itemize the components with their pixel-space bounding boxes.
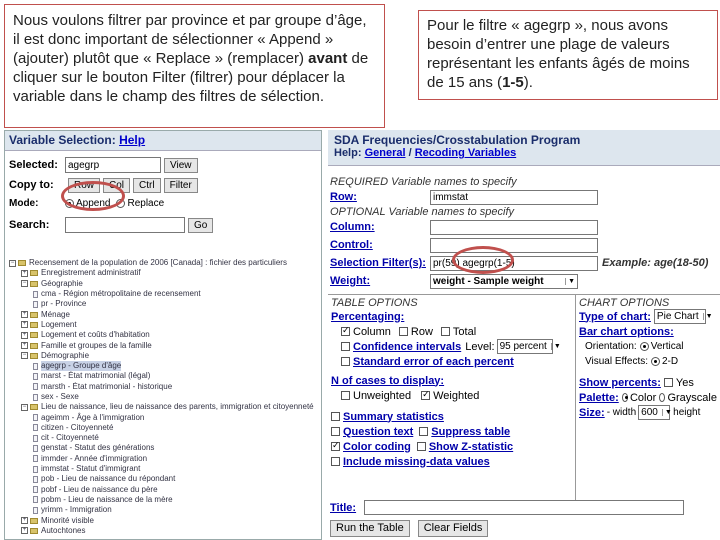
mode-row — [5, 195, 321, 211]
expand-icon[interactable]: + — [22, 321, 27, 328]
height-label: height — [673, 407, 701, 418]
tree-item[interactable] — [5, 309, 321, 319]
selected-input[interactable] — [65, 157, 161, 173]
pct-column-label: Column — [353, 325, 391, 338]
variable-selection-title: Variable Selection: — [9, 133, 116, 147]
vertical-label: Vertical — [650, 341, 684, 352]
tree-item-label: pobm - Lieu de naissance de la mère — [41, 494, 173, 504]
collapse-icon[interactable]: − — [22, 280, 27, 287]
sda-title: SDA Frequencies/Crosstabulation Program — [334, 133, 581, 147]
filter-example: Example: age(18-50) — [602, 257, 709, 269]
std-error-checkbox[interactable] — [341, 357, 350, 366]
include-missing-checkbox[interactable] — [331, 457, 340, 466]
clear-fields-button[interactable]: Clear Fields — [418, 520, 489, 537]
copy-ctrl-button[interactable]: Ctrl — [133, 178, 161, 193]
tree-item[interactable] — [5, 279, 321, 289]
tree-item[interactable] — [5, 320, 321, 330]
tree-item-label: Famille et groupes de la famille — [41, 340, 152, 350]
visual-2d-label: 2-D — [662, 356, 679, 367]
append-label: Append — [76, 197, 111, 209]
palette-gray-radio[interactable] — [659, 393, 665, 402]
required-header: REQUIRED Variable names to specify — [330, 176, 517, 188]
show-percents-link[interactable]: Show percents: — [579, 376, 661, 389]
tree-item[interactable] — [5, 402, 321, 412]
tree-item[interactable] — [5, 268, 321, 278]
percentaging-link[interactable]: Percentaging: — [331, 310, 405, 323]
filter-field-row — [328, 254, 720, 272]
column-label[interactable]: Column: — [330, 221, 375, 233]
question-text-checkbox[interactable] — [331, 427, 340, 436]
search-input[interactable] — [65, 217, 185, 233]
tree-item[interactable] — [5, 526, 321, 536]
tree-item-label: cma - Région métropolitaine de recensement — [41, 289, 201, 299]
show-z-checkbox[interactable] — [417, 442, 426, 451]
vertical-radio[interactable] — [640, 342, 649, 351]
variable-icon — [33, 507, 38, 514]
tree-item[interactable] — [5, 412, 321, 422]
selected-label: Selected: — [9, 159, 58, 171]
selection-filter-label[interactable]: Selection Filter(s): — [330, 257, 426, 269]
tree-item[interactable] — [5, 515, 321, 525]
tree-item[interactable] — [5, 382, 321, 392]
copy-col-button[interactable]: Col — [103, 178, 130, 193]
variable-icon — [33, 383, 38, 390]
show-z-link[interactable]: Show Z-statistic — [428, 440, 514, 453]
folder-icon — [30, 404, 38, 410]
copy-filter-button[interactable]: Filter — [164, 178, 198, 193]
callout-left-bold: avant — [308, 50, 348, 67]
tree-item-label: agegrp - Groupe d'âge — [41, 361, 122, 371]
tree-item-label: Ménage — [41, 309, 70, 319]
tree-item-label: immder - Année d'immigration — [41, 453, 148, 463]
visual-2d-radio[interactable] — [651, 357, 660, 366]
control-label[interactable]: Control: — [330, 239, 373, 251]
pct-total-checkbox[interactable] — [441, 327, 450, 336]
variable-icon — [33, 496, 38, 503]
weighted-label: Weighted — [433, 389, 480, 402]
tree-item[interactable] — [5, 454, 321, 464]
expand-icon[interactable]: + — [22, 269, 27, 276]
expand-icon[interactable]: + — [22, 311, 27, 318]
tree-item[interactable] — [5, 464, 321, 474]
pct-column-checkbox[interactable] — [341, 327, 350, 336]
tree-item[interactable] — [5, 505, 321, 515]
variable-selection-help-link[interactable]: Help — [119, 133, 146, 147]
expand-icon[interactable]: + — [22, 527, 27, 534]
help-recoding-link[interactable]: Recoding Variables — [414, 147, 517, 159]
chevron-down-icon: ▼ — [551, 343, 561, 350]
collapse-icon[interactable]: − — [10, 259, 15, 266]
run-table-button[interactable]: Run the Table — [330, 520, 410, 537]
selected-row — [5, 155, 321, 175]
tree-item-label: Lieu de naissance, lieu de naissance des parents, immigration et citoyenneté — [41, 402, 314, 412]
chart-options-header: CHART OPTIONS — [579, 297, 670, 309]
sda-header — [328, 130, 720, 166]
tree-item[interactable] — [5, 330, 321, 340]
chart-options — [576, 295, 720, 500]
action-buttons — [330, 520, 488, 537]
chevron-down-icon: ▼ — [703, 313, 713, 320]
table-options-header: TABLE OPTIONS — [331, 297, 418, 309]
tree-item-label: ageimm - Âge à l'immigration — [41, 412, 145, 422]
tree-item-label: Démographie — [41, 350, 90, 360]
row-field-row — [328, 188, 720, 206]
tree-item[interactable] — [5, 474, 321, 484]
help-separator: / — [405, 147, 415, 159]
show-percents-yes: Yes — [675, 376, 694, 389]
chevron-down-icon: ▼ — [662, 409, 672, 416]
variable-icon — [33, 476, 38, 483]
view-button[interactable]: View — [164, 158, 198, 173]
sda-program-pane — [328, 130, 720, 540]
tree-item[interactable] — [5, 495, 321, 505]
palette-color-label: Color — [629, 391, 657, 404]
level-select[interactable] — [497, 339, 561, 354]
tree-item[interactable] — [5, 299, 321, 309]
folder-icon — [30, 332, 38, 338]
weight-select[interactable] — [430, 274, 578, 289]
folder-icon — [30, 518, 38, 524]
chart-type-select[interactable] — [654, 309, 713, 324]
tree-item-label: Logement et coûts d'habitation — [41, 330, 150, 340]
unweighted-label: Unweighted — [353, 389, 412, 402]
filter-highlight-ellipse — [452, 246, 514, 274]
row-input[interactable] — [430, 190, 598, 205]
collapse-icon[interactable]: − — [22, 403, 27, 410]
tree-item-label: Recensement de la population de 2006 [Canada] : fichier des particuliers — [29, 258, 287, 268]
tree-item-label: Enregistrement administratif — [41, 268, 141, 278]
tree-item-label: Autochtones — [41, 525, 86, 535]
callout-right-text-2: ). — [523, 74, 533, 91]
folder-icon — [30, 312, 38, 318]
include-missing-link[interactable]: Include missing-data values — [343, 455, 490, 468]
folder-icon — [30, 343, 38, 349]
tree-item-label: pob - Lieu de naissance du répondant — [41, 474, 176, 484]
tree-item-label: Minorité visible — [41, 515, 94, 525]
variable-icon — [33, 363, 38, 370]
variable-icon — [33, 435, 38, 442]
variable-tree — [5, 258, 321, 536]
tree-item-label: yrimm - Immigration — [41, 505, 112, 515]
tree-item[interactable] — [5, 371, 321, 381]
title-input[interactable] — [364, 500, 684, 515]
options-area — [328, 294, 720, 500]
confidence-link[interactable]: Confidence intervals — [353, 340, 462, 353]
variable-icon — [33, 414, 38, 421]
control-field-row — [328, 236, 720, 254]
show-percents-checkbox[interactable] — [664, 378, 673, 387]
tree-item-label: marsth - État matrimonial - historique — [41, 381, 173, 391]
variable-selection-pane — [4, 130, 322, 540]
size-link[interactable]: Size: — [579, 406, 605, 419]
callout-left-text-1: Nous voulons filtrer par province et par groupe d’âge, il est donc important de sélectionner « Append » (ajouter) plutôt que « Replace » (remplacer) — [13, 12, 367, 67]
summary-stats-link[interactable]: Summary statistics — [343, 410, 444, 423]
tree-item-label: genstat - Statut des générations — [41, 443, 155, 453]
tree-item-label: citizen - Citoyenneté — [41, 422, 114, 432]
replace-label: Replace — [127, 197, 165, 209]
palette-color-radio[interactable] — [622, 393, 628, 402]
variable-icon — [33, 394, 38, 401]
question-text-link[interactable]: Question text — [343, 425, 414, 438]
width-value: 600 — [641, 407, 658, 418]
color-coding-link[interactable]: Color coding — [343, 440, 411, 453]
expand-icon[interactable]: + — [22, 517, 27, 524]
append-highlight-ellipse — [61, 181, 125, 211]
copy-row-button[interactable]: Row — [68, 178, 100, 193]
visual-effects-label: Visual Effects: — [585, 356, 648, 367]
suppress-table-link[interactable]: Suppress table — [431, 425, 511, 438]
bar-options-link[interactable]: Bar chart options: — [579, 325, 674, 338]
summary-stats-checkbox[interactable] — [331, 412, 340, 421]
search-row — [5, 215, 321, 235]
color-coding-checkbox[interactable] — [331, 442, 340, 451]
help-general-link[interactable]: General — [364, 147, 406, 159]
tree-item-label: pobf - Lieu de naissance du père — [41, 484, 158, 494]
copy-to-label: Copy to: — [9, 179, 54, 191]
type-chart-link[interactable]: Type of chart: — [579, 310, 651, 323]
variable-icon — [33, 466, 38, 473]
tree-item[interactable] — [5, 392, 321, 402]
variable-icon — [33, 455, 38, 462]
chevron-down-icon: ▼ — [565, 278, 575, 285]
tree-item[interactable] — [5, 351, 321, 361]
tree-item-label: immstat - Statut d'immigrant — [41, 464, 141, 474]
level-label: Level: — [465, 340, 495, 353]
std-error-link[interactable]: Standard error of each percent — [353, 355, 514, 368]
level-select-value: 95 percent — [499, 341, 547, 352]
tree-item-label: cit - Citoyenneté — [41, 433, 99, 443]
orientation-label: Orientation: — [585, 341, 637, 352]
callout-right-bold: 1-5 — [502, 74, 524, 91]
tree-item[interactable] — [5, 340, 321, 350]
pct-row-checkbox[interactable] — [399, 327, 408, 336]
folder-icon — [30, 528, 38, 534]
palette-gray-label: Grayscale — [667, 391, 717, 404]
palette-link[interactable]: Palette: — [579, 391, 619, 404]
table-options — [328, 295, 576, 500]
variable-icon — [33, 486, 38, 493]
folder-icon — [18, 260, 26, 266]
title-row — [330, 500, 684, 515]
expand-icon[interactable]: + — [22, 342, 27, 349]
variable-icon — [33, 424, 38, 431]
weight-select-value: weight - Sample weight — [433, 275, 544, 287]
sda-help-label: Help: — [334, 147, 362, 159]
weighted-checkbox[interactable] — [421, 391, 430, 400]
row-label[interactable]: Row: — [330, 191, 357, 203]
variable-selection-header — [5, 131, 321, 151]
instruction-callout-left — [4, 4, 385, 128]
tree-item[interactable] — [5, 443, 321, 453]
tree-item[interactable] — [5, 433, 321, 443]
pct-row-label: Row — [410, 325, 433, 338]
tree-item-label: marst - État matrimonial (légal) — [41, 371, 151, 381]
suppress-table-checkbox[interactable] — [419, 427, 428, 436]
variable-icon — [33, 301, 38, 308]
column-input[interactable] — [430, 220, 598, 235]
collapse-icon[interactable]: − — [22, 352, 27, 359]
pct-total-label: Total — [452, 325, 477, 338]
callout-right-text-1: Pour le filtre « agegrp », nous avons besoin d’entrer une plage de valeurs représentant les enfants âgés de moins de 15 ans ( — [427, 17, 690, 91]
folder-icon — [30, 281, 38, 287]
tree-item-label: sex - Sexe — [41, 392, 79, 401]
tree-item-label: Géographie — [41, 278, 83, 288]
tree-item[interactable] — [5, 423, 321, 433]
mode-label: Mode: — [9, 197, 39, 209]
width-select[interactable] — [638, 405, 670, 420]
tree-item-label: Logement — [41, 319, 77, 329]
weight-field-row — [328, 272, 720, 290]
copy-to-row — [5, 175, 321, 195]
go-button[interactable]: Go — [188, 218, 213, 233]
unweighted-checkbox[interactable] — [341, 391, 350, 400]
n-cases-link[interactable]: N of cases to display: — [331, 374, 445, 387]
folder-icon — [30, 353, 38, 359]
tree-item[interactable] — [5, 289, 321, 299]
control-input[interactable] — [430, 238, 598, 253]
tree-item-label: pr - Province — [41, 299, 87, 309]
variable-icon — [33, 373, 38, 380]
title-label[interactable]: Title: — [330, 501, 357, 514]
folder-icon — [30, 270, 38, 276]
tree-item[interactable] — [5, 258, 321, 268]
variable-icon — [33, 291, 38, 298]
weight-label[interactable]: Weight: — [330, 275, 371, 287]
tree-item[interactable] — [5, 485, 321, 495]
chart-type-value: Pie Chart — [656, 311, 699, 322]
sda-help-line — [334, 147, 714, 159]
width-label: - width — [606, 407, 637, 418]
instruction-callout-right — [418, 10, 718, 100]
tree-item[interactable] — [5, 361, 321, 371]
optional-header: OPTIONAL Variable names to specify — [330, 206, 515, 218]
column-field-row — [328, 218, 720, 236]
search-label: Search: — [9, 219, 50, 231]
variable-icon — [33, 445, 38, 452]
folder-icon — [30, 322, 38, 328]
callout-left-text-2: de cliquer sur le bouton Filter (filtrer) pour déplacer la variable dans le champ des filtres de sélection. — [13, 50, 369, 105]
confidence-checkbox[interactable] — [341, 342, 350, 351]
expand-icon[interactable]: + — [22, 331, 27, 338]
